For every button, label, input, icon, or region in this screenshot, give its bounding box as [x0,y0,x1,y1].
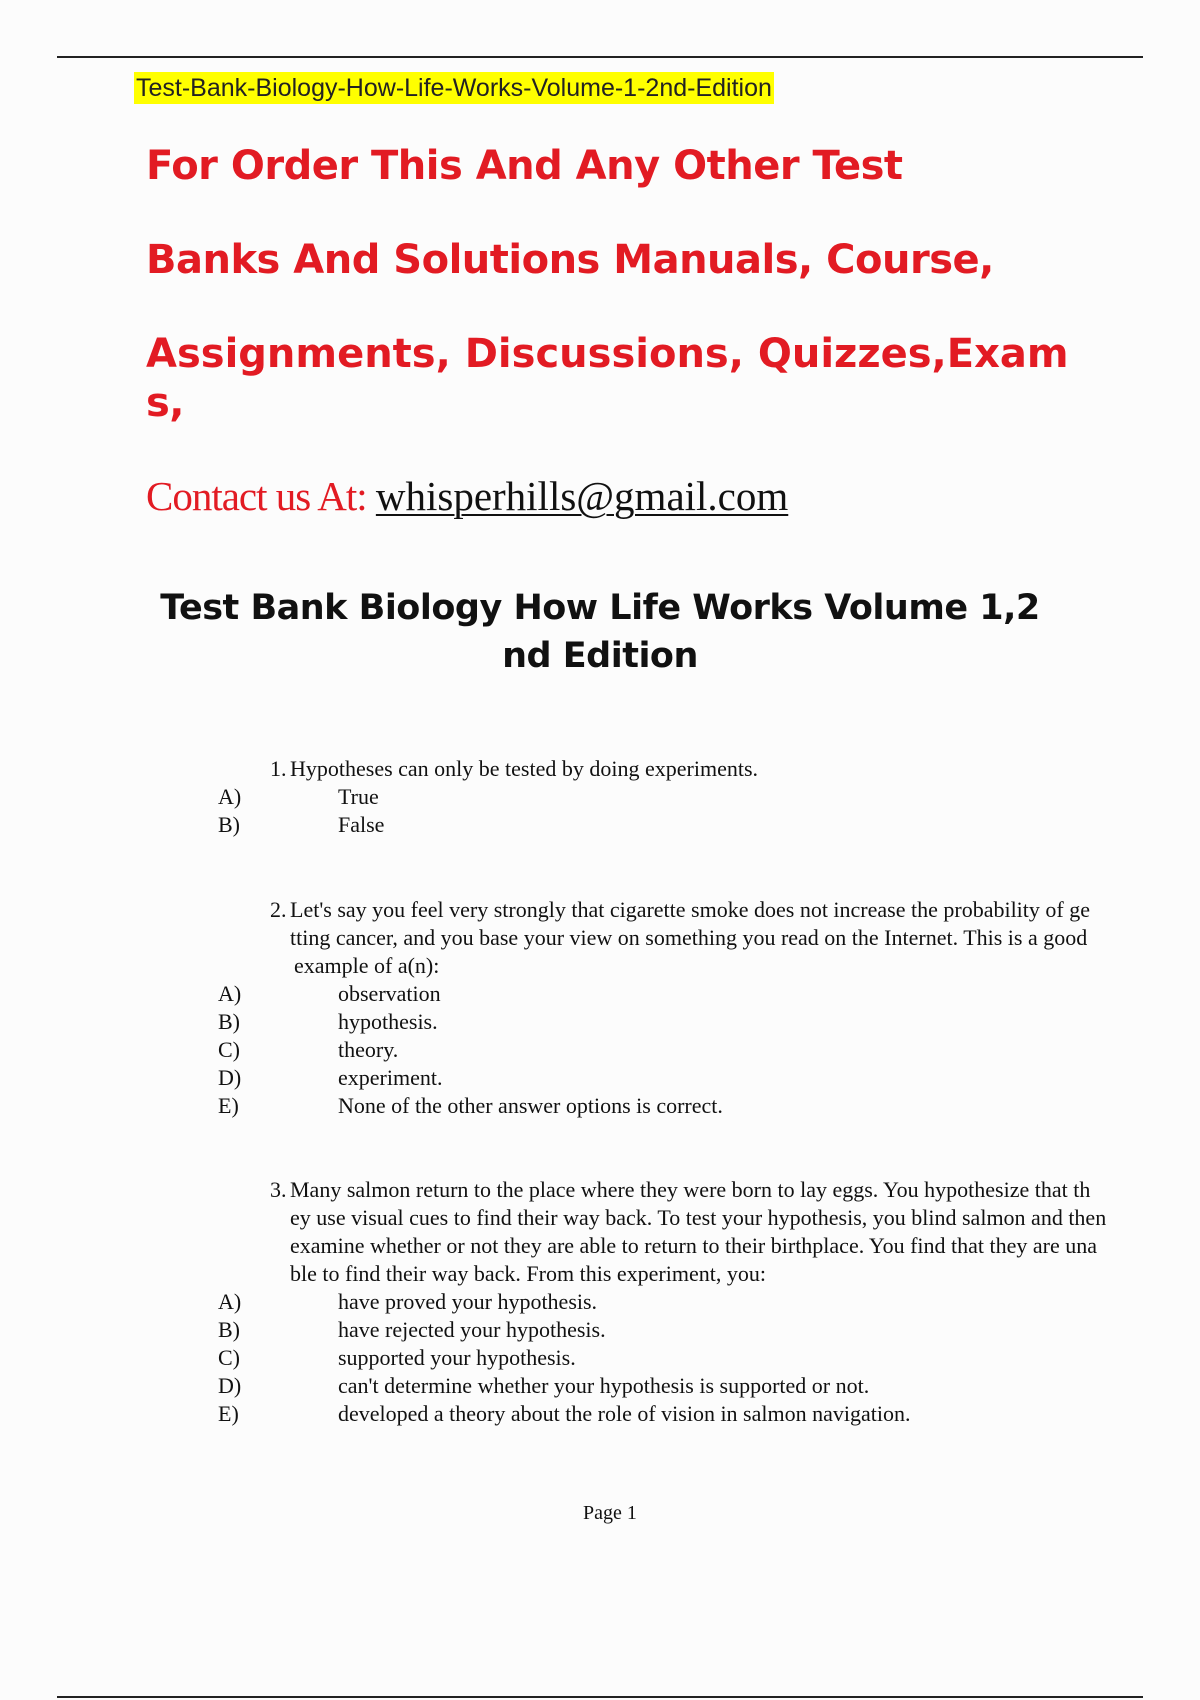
option-text: have proved your hypothesis. [338,1289,598,1314]
question-text-line: ble to find their way back. From this experiment, you: [290,1261,766,1286]
question-text-line: Many salmon return to the place where they were born to lay eggs. You hypothesize that th [290,1177,1091,1202]
bottom-rule [57,1696,1143,1698]
option-text: experiment. [338,1065,443,1090]
option-text: observation [338,981,441,1006]
option-letter: B) [218,1009,240,1034]
option-letter: B) [218,812,240,837]
option-letter: D) [218,1065,242,1090]
option-text: hypothesis. [338,1009,438,1034]
answer-option [0,1008,1200,1036]
option-letter: E) [218,1093,239,1118]
answer-option [0,1316,1200,1344]
promo-line-2: Banks And Solutions Manuals, Course, [146,237,994,283]
question-text-line: examine whether or not they are able to return to their birthplace. You find that they are una [290,1233,1098,1258]
answer-option [0,1400,1200,1428]
option-text: None of the other answer options is correct. [338,1093,723,1118]
question-number: 1. [270,756,287,781]
answer-option [0,811,1200,839]
option-letter: D) [218,1373,242,1398]
question-number: 2. [270,897,287,922]
document-title-line-1: Test Bank Biology How Life Works Volume 1,2 [160,588,1040,628]
document-title-line-2: nd Edition [502,636,698,676]
answer-option [0,980,1200,1008]
option-letter: E) [218,1401,239,1426]
answer-option [0,1092,1200,1120]
document-filename-highlight: Test-Bank-Biology-How-Life-Works-Volume-1-2nd-Edition [136,74,772,102]
question-number: 3. [270,1177,287,1202]
answer-option [0,1372,1200,1400]
option-letter: A) [218,784,242,809]
option-letter: C) [218,1345,240,1370]
option-text: False [338,812,385,837]
question-text-line: ey use visual cues to find their way back. To test your hypothesis, you blind salmon and then [290,1205,1107,1230]
option-text: can't determine whether your hypothesis is supported or not. [338,1373,870,1398]
contact-label: Contact us At: [146,473,376,519]
contact-email-link[interactable]: whisperhills@gmail.com [375,473,789,519]
question-text-line: Let's say you feel very strongly that cigarette smoke does not increase the probability of ge [290,897,1090,922]
answer-option [0,783,1200,811]
promo-line-3: Assignments, Discussions, Quizzes,Exam [146,331,1069,377]
option-letter: C) [218,1037,240,1062]
option-letter: A) [218,981,242,1006]
question-stem [270,1176,1160,1288]
promo-line-1: For Order This And Any Other Test [146,143,903,189]
top-rule [57,56,1143,58]
page-number: Page 1 [583,1502,637,1524]
answer-option [0,1288,1200,1316]
question-text-line: Hypotheses can only be tested by doing experiments. [290,756,759,781]
answer-option [0,1036,1200,1064]
option-text: have rejected your hypothesis. [338,1317,606,1342]
option-text: theory. [338,1037,399,1062]
contact-line [146,472,788,520]
option-text: supported your hypothesis. [338,1345,576,1370]
promo-line-4: s, [146,380,185,426]
answer-option [0,1344,1200,1372]
answer-option [0,1064,1200,1092]
question-stem [270,755,1160,783]
option-text: True [338,784,379,809]
question-stem [270,896,1160,980]
option-letter: B) [218,1317,240,1342]
option-letter: A) [218,1289,242,1314]
question-text-line: example of a(n): [294,953,440,978]
question-text-line: tting cancer, and you base your view on something you read on the Internet. This is a good [290,925,1088,950]
option-text: developed a theory about the role of vision in salmon navigation. [338,1401,911,1426]
